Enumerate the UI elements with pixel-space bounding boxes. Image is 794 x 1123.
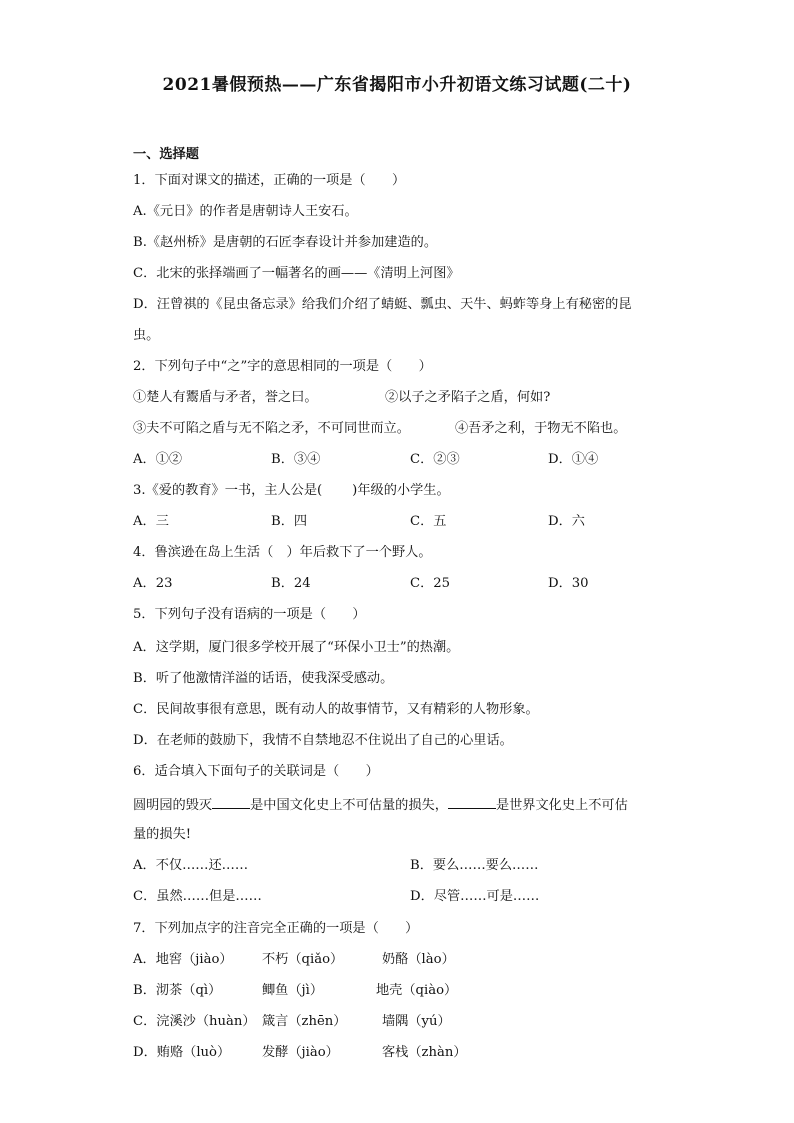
q1-option-a: A.《元日》的作者是唐朝诗人王安石。: [133, 204, 358, 219]
q5-option-a: A．这学期，厦门很多学校开展了“环保小卫士”的热潮。: [133, 640, 460, 655]
q4-stem: 4．鲁滨逊在岛上生活（ ）年后救下了一个野人。: [133, 545, 432, 560]
q2-option-c: C．②③: [410, 452, 460, 467]
section-heading: 一、选择题: [133, 147, 199, 162]
q7-option-b-1: B．沏茶（qì）: [133, 983, 222, 998]
q3-stem: [133, 482, 450, 500]
q7-option-c-2: 箴言（zhēn）: [262, 1014, 347, 1029]
q7-option-b-3: 地壳（qiào）: [376, 983, 458, 998]
q6-option-b: B．要么……要么……: [410, 858, 539, 873]
q2-sentence-2: ②以子之矛陷子之盾，何如?: [385, 390, 551, 405]
q2-option-b: B．③④: [271, 452, 321, 467]
q2-sentence-4: ④吾矛之利，于物无不陷也。: [455, 421, 627, 436]
q3-stem-part1: 3.《爱的教育》一书，主人公是(: [133, 483, 323, 498]
q3-stem-part2: )年级的小学生。: [352, 483, 450, 498]
q5-option-c: C．民间故事很有意思，既有动人的故事情节，又有精彩的人物形象。: [133, 702, 539, 717]
q2-sentence-3: ③夫不可陷之盾与无不陷之矛，不可同世而立。: [133, 421, 410, 436]
q4-option-b: B．24: [271, 576, 311, 591]
q6-option-a: A．不仅……还……: [133, 858, 249, 873]
q1-stem: 1．下面对课文的描述，正确的一项是（ ）: [133, 173, 406, 188]
q1-option-d: D．汪曾祺的《昆虫备忘录》给我们介绍了蜻蜓、瓢虫、天牛、蚂蚱等身上有秘密的昆: [133, 297, 632, 312]
q6-sentence-cont: 量的损失!: [133, 827, 192, 842]
q6-blank-2: [448, 795, 496, 809]
q4-option-d: D．30: [548, 576, 589, 591]
page-title: 2021暑假预热——广东省揭阳市小升初语文练习试题(二十): [162, 75, 632, 95]
q3-option-a: A．三: [133, 514, 169, 529]
q7-option-d-1: D．贿赂（luò）: [133, 1045, 231, 1060]
q6-sentence-part1: 圆明园的毁灭: [133, 798, 213, 813]
q7-option-d-2: 发酵（jiào）: [262, 1045, 339, 1060]
q6-blank-1: [212, 795, 250, 809]
q7-option-b-2: 鲫鱼（jì）: [262, 983, 324, 998]
q5-stem: 5．下列句子没有语病的一项是（ ）: [133, 607, 366, 622]
q3-option-c: C．五: [410, 514, 447, 529]
q2-stem: 2．下列句子中“之”字的意思相同的一项是（ ）: [133, 359, 432, 374]
q6-option-c: C．虽然……但是……: [133, 889, 262, 904]
q6-sentence-part2: 是中国文化史上不可估量的损失，: [250, 798, 448, 813]
q2-sentence-1: ①楚人有鬻盾与矛者，誉之曰。: [133, 390, 318, 405]
q1-option-b: B.《赵州桥》是唐朝的石匠李春设计并参加建造的。: [133, 235, 438, 250]
q6-sentence: [133, 795, 628, 815]
q6-option-d: D．尽管……可是……: [410, 889, 540, 904]
q7-stem: 7．下列加点字的注音完全正确的一项是（ ）: [133, 921, 419, 936]
q1-option-d-cont: 虫。: [133, 328, 160, 343]
q7-option-d-3: 客栈（zhàn）: [382, 1045, 467, 1060]
q6-sentence-part3: 是世界文化史上不可估: [495, 798, 628, 813]
q1-option-c: C．北宋的张择端画了一幅著名的画——《清明上河图》: [133, 266, 460, 281]
q7-option-a-3: 奶酪（lào）: [382, 952, 455, 967]
q6-stem: 6．适合填入下面句子的关联词是（ ）: [133, 764, 379, 779]
q4-option-a: A．23: [133, 576, 173, 591]
q3-option-b: B．四: [271, 514, 308, 529]
q4-option-c: C．25: [410, 576, 451, 591]
q5-option-d: D．在老师的鼓励下，我情不自禁地忍不住说出了自己的心里话。: [133, 733, 513, 748]
q7-option-c-1: C．浣溪沙（huàn）: [133, 1014, 256, 1029]
q2-option-d: D．①④: [548, 452, 599, 467]
q7-option-a-2: 不朽（qiǎo）: [262, 952, 344, 967]
q2-option-a: A．①②: [133, 452, 183, 467]
q7-option-c-3: 墙隅（yú）: [382, 1014, 451, 1029]
q7-option-a-1: A．地窖（jiào）: [133, 952, 233, 967]
q5-option-b: B．听了他激情洋溢的话语，使我深受感动。: [133, 671, 394, 686]
q3-option-d: D．六: [548, 514, 585, 529]
